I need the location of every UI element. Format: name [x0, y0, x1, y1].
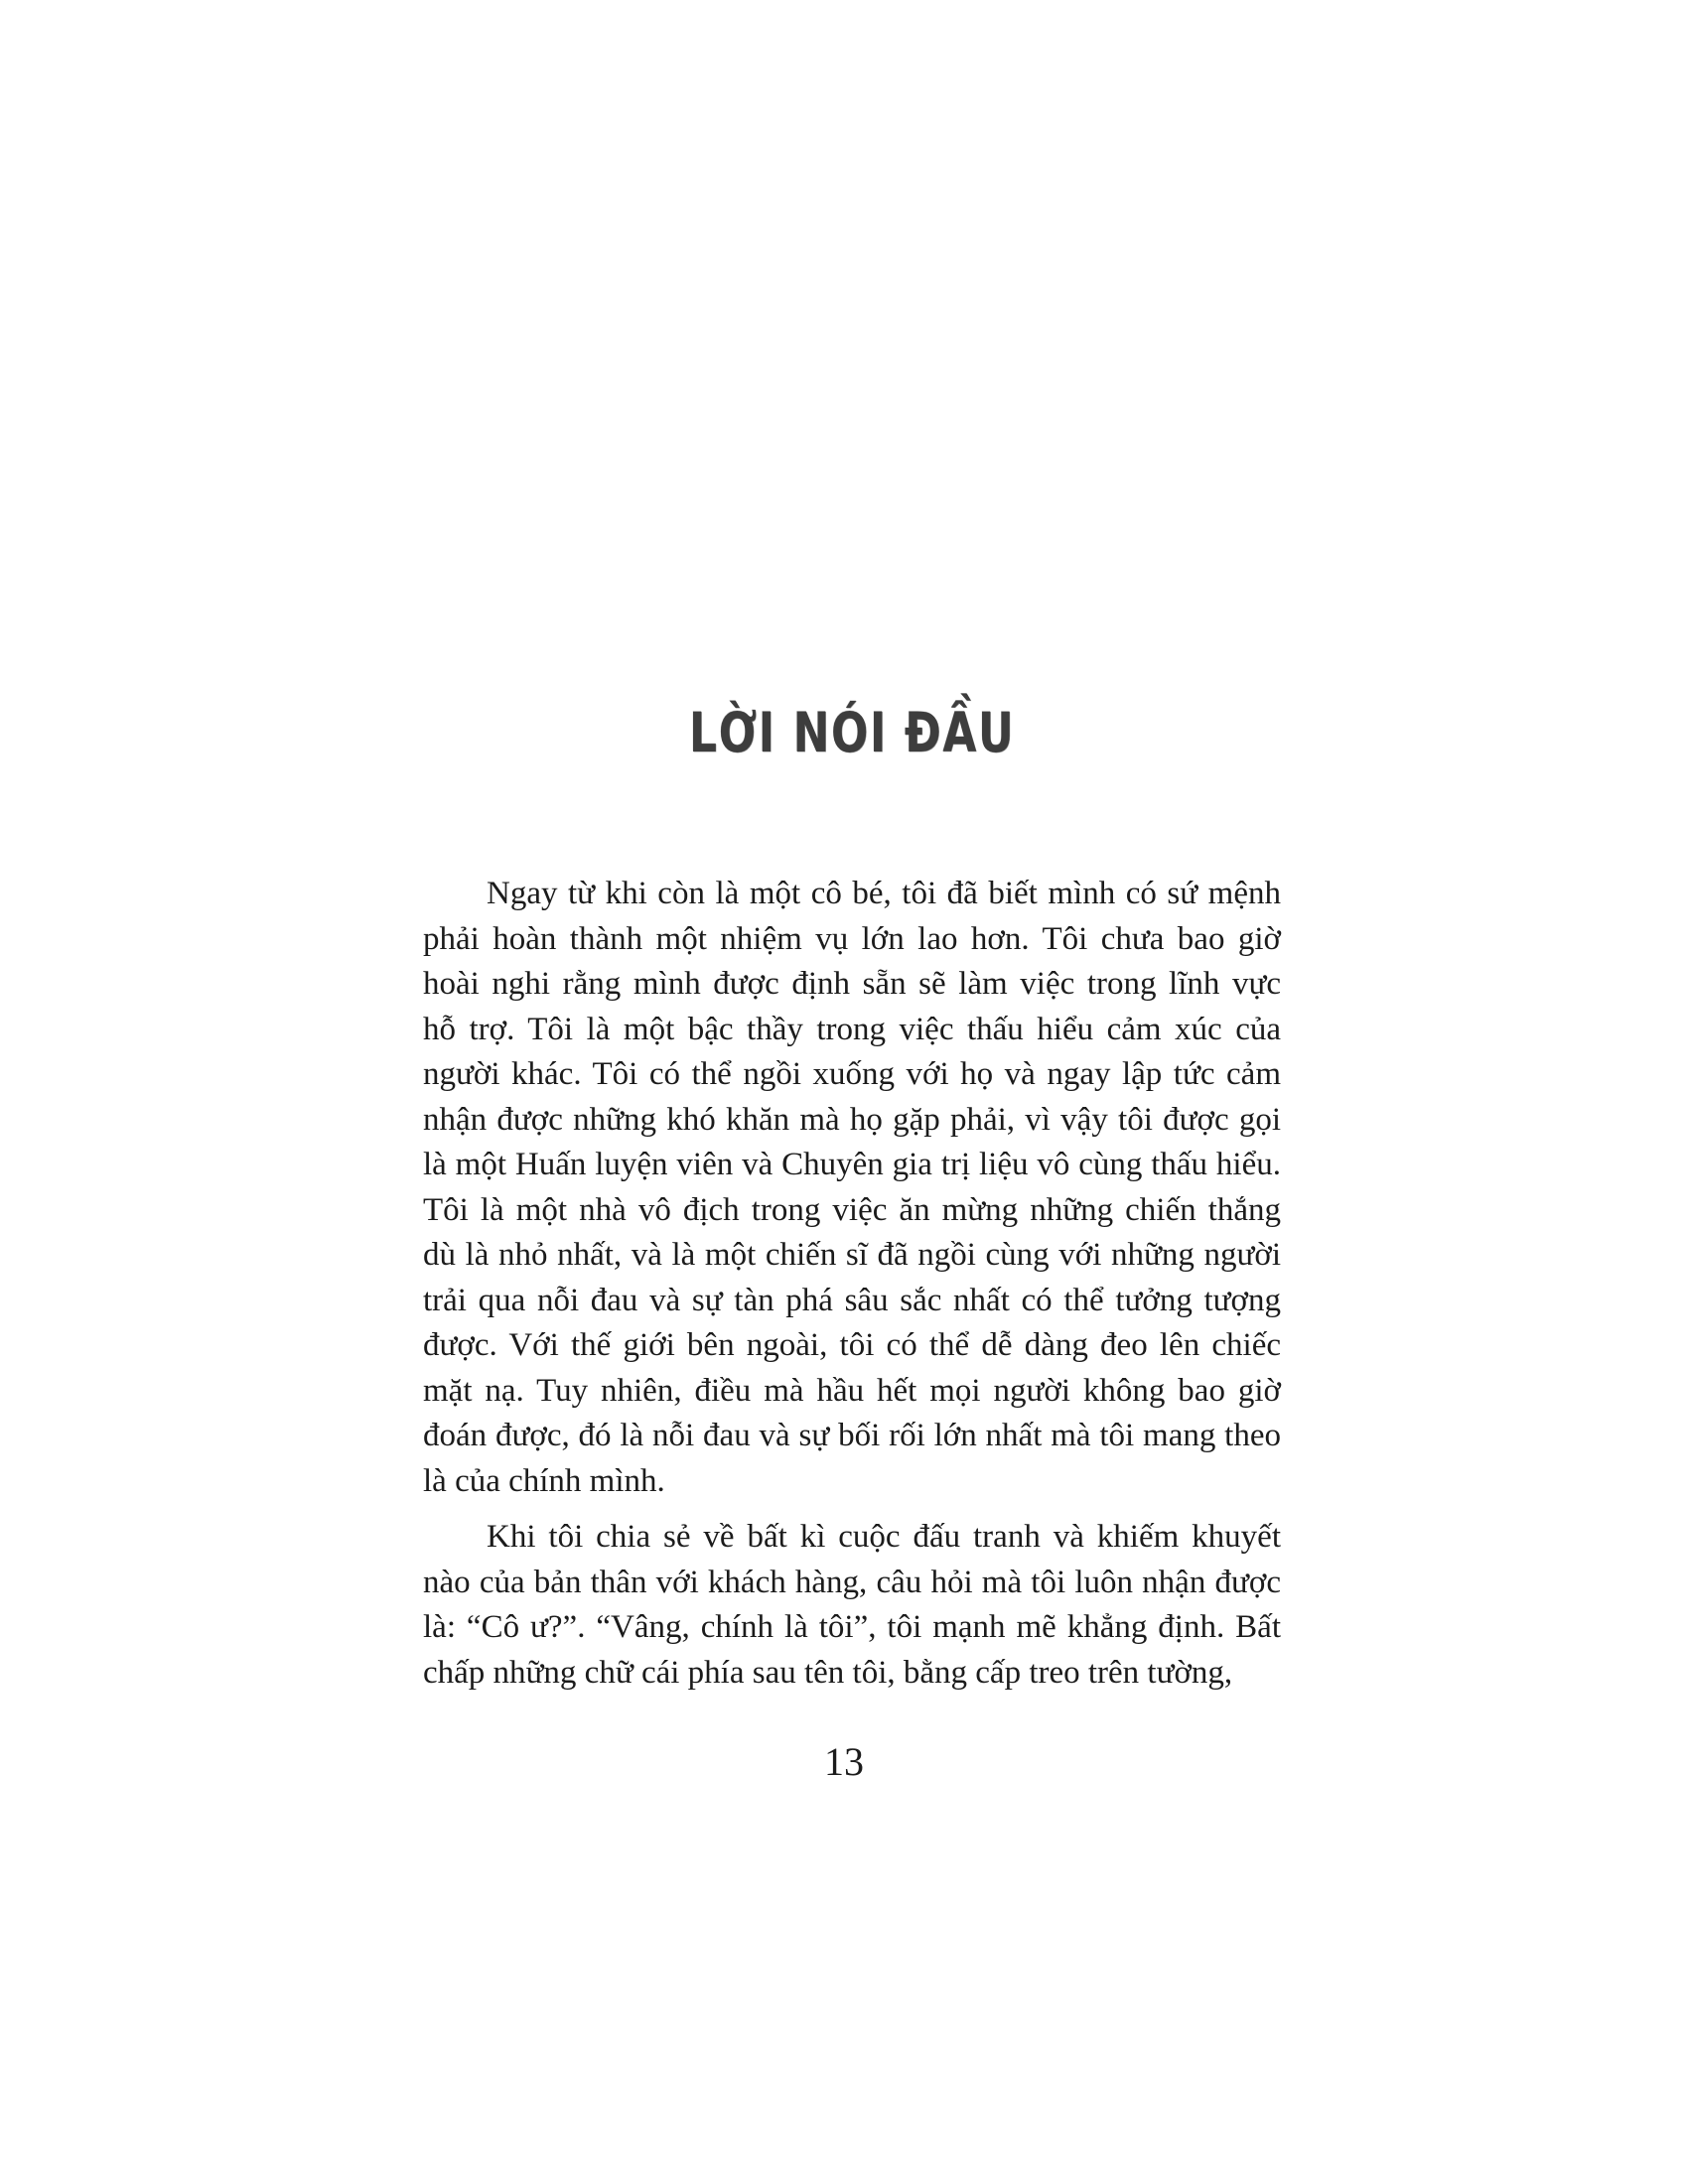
text-line: là: “Cô ư?”. “Vâng, chính là tôi”, tôi mạnh mẽ khẳng định. Bất — [423, 1609, 1281, 1645]
text-line: Tôi là một nhà vô địch trong việc ăn mừng những chiến thắng — [423, 1191, 1281, 1228]
text-line: hoài nghi rằng mình được định sẵn sẽ làm việc trong lĩnh vực — [423, 966, 1281, 1002]
page-number: 13 — [824, 1739, 864, 1784]
text-line: được. Với thế giới bên ngoài, tôi có thể dễ dàng đeo lên chiếc — [423, 1327, 1281, 1363]
text-line: trải qua nỗi đau và sự tàn phá sâu sắc nhất có thể tưởng tượng — [423, 1282, 1281, 1318]
chapter-title: LỜI NÓI ĐẦU — [688, 701, 1016, 764]
text-line: là của chính mình. — [423, 1462, 665, 1499]
text-line: phải hoàn thành một nhiệm vụ lớn lao hơn. Tôi chưa bao giờ — [423, 920, 1281, 957]
text-line: nào của bản thân với khách hàng, câu hỏi mà tôi luôn nhận được — [423, 1564, 1281, 1600]
text-line: là một Huấn luyện viên và Chuyên gia trị liệu vô cùng thấu hiểu. — [423, 1147, 1281, 1182]
text-line: hỗ trợ. Tôi là một bậc thầy trong việc thấu hiểu cảm xúc của — [423, 1011, 1281, 1047]
text-line: người khác. Tôi có thể ngồi xuống với họ và ngay lập tức cảm — [423, 1056, 1281, 1092]
body-text — [423, 872, 1281, 1696]
text-line: nhận được những khó khăn mà họ gặp phải, vì vậy tôi được gọi — [423, 1101, 1281, 1138]
paragraph — [423, 1515, 1281, 1696]
paragraph — [423, 872, 1281, 1504]
text-line: mặt nạ. Tuy nhiên, điều mà hầu hết mọi người không bao giờ — [423, 1372, 1281, 1409]
text-line: Khi tôi chia sẻ về bất kì cuộc đấu tranh và khiếm khuyết — [487, 1519, 1281, 1555]
chapter-title-row — [423, 693, 1281, 772]
text-line: đoán được, đó là nỗi đau và sự bối rối lớn nhất mà tôi mang theo — [423, 1418, 1281, 1453]
text-line: chấp những chữ cái phía sau tên tôi, bằng cấp treo trên tường, — [423, 1654, 1233, 1691]
text-line: Ngay từ khi còn là một cô bé, tôi đã biết mình có sứ mệnh — [487, 876, 1281, 911]
text-line: dù là nhỏ nhất, và là một chiến sĩ đã ngồi cùng với những người — [423, 1237, 1281, 1273]
